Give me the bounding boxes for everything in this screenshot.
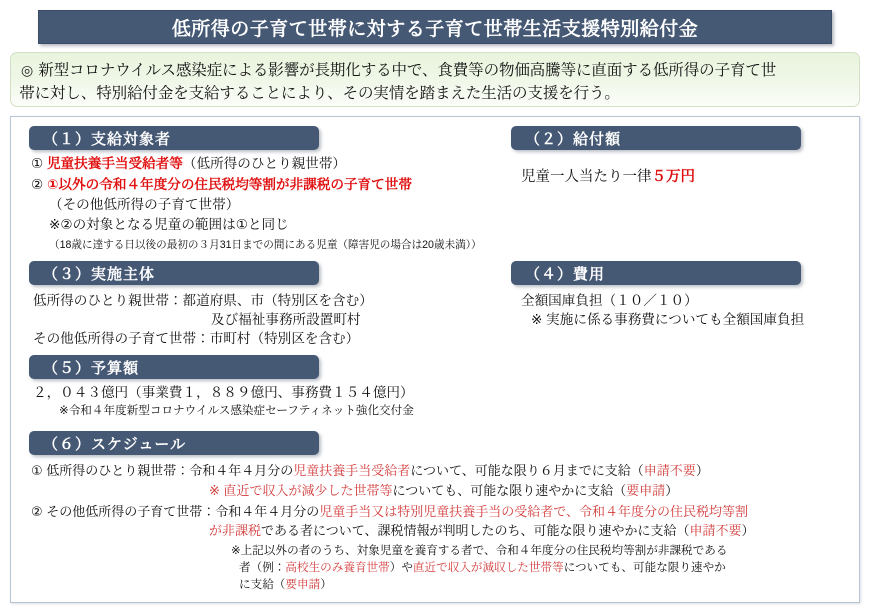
item-1-number: ① [31, 156, 44, 171]
section-5-body [33, 383, 553, 419]
schedule-1-text-c: ） [695, 463, 709, 478]
section-header-1 [29, 126, 319, 150]
schedule-item-2-number: ② [31, 504, 43, 519]
section-5-title: （５）予算額 [43, 359, 140, 377]
benefit-amount-value: ５万円 [651, 169, 695, 185]
item-1-rest: （低所得のひとり親世帯） [182, 156, 347, 171]
section-1-footnote: （18歳に達する日以後の最初の３月31日までの間にある児童（障害児の場合は20歳未満）） [49, 239, 482, 251]
section-2-line [521, 167, 841, 187]
schedule-1-text-a: 低所得のひとり親世帯：令和４年４月分の [46, 463, 294, 478]
section-2-body [521, 167, 841, 187]
note-2-pre: 者（例： [239, 561, 286, 574]
section-header-4 [511, 261, 801, 285]
note-2-post: についても、可能な限り速やか [563, 561, 726, 574]
note-2-highlight-2: 直近で収入が減収した世帯等 [412, 561, 564, 574]
schedule-item-1-number: ① [31, 463, 43, 478]
schedule-item-2-note-3 [31, 577, 851, 593]
document-title-bar [38, 10, 832, 44]
schedule-2-highlight-b: が非課税 [209, 523, 262, 538]
schedule-1-note-highlight-2: 要申請 [626, 483, 666, 498]
section-4-line-2: ※ 実施に係る事務費についても全額国庫負担 [531, 312, 805, 327]
summary-text [19, 59, 777, 105]
section-3-title: （３）実施主体 [43, 265, 156, 283]
section-1-item-2 [31, 175, 501, 194]
section-3-line-2: 及び福祉事務所設置町村 [211, 312, 361, 327]
schedule-2-text-b: である者について、課税情報が判明したのち、可能な限り速やかに支給（ [261, 523, 690, 538]
summary-line-2: 帯に対し、特別給付金を支給することにより、その実情を踏まえた生活の支援を行う。 [19, 85, 620, 102]
section-6-body [31, 462, 851, 593]
schedule-1-note-highlight: 直近で収入が減少した世帯等 [223, 483, 393, 498]
section-3-line-1: 低所得のひとり親世帯：都道府県、市（特別区を含む） [33, 293, 373, 308]
section-4-line-1: 全額国庫負担（１０／１０） [521, 293, 698, 308]
item-2-number: ② [31, 177, 44, 192]
section-2-title: （２）給付額 [525, 130, 622, 148]
note-3-pre: に支給（ [239, 578, 286, 591]
section-header-3 [29, 261, 319, 285]
section-4-title: （４）費用 [525, 265, 606, 283]
section-6-title: （６）スケジュール [43, 435, 187, 453]
section-header-5 [29, 355, 319, 379]
section-4-body [521, 291, 851, 329]
schedule-item-1-line-1 [31, 462, 851, 480]
page-title: 低所得の子育て世帯に対する子育て世帯生活支援特別給付金 [171, 18, 699, 40]
schedule-1-highlight-a: 児童扶養手当受給者 [293, 463, 411, 478]
section-header-2 [511, 126, 801, 150]
section-1-item-1 [31, 154, 501, 173]
section-5-line-1: ２，０４３億円（事業費１，８８９億円、事務費１５４億円） [33, 385, 414, 400]
schedule-1-note-text: についても、可能な限り速やかに支給（ [392, 483, 627, 498]
item-1-highlight: 児童扶養手当受給者等 [46, 156, 183, 171]
section-1-item-2-sub: （その他低所得の子育て世帯） [49, 197, 240, 212]
schedule-1-note-text-2: ） [665, 483, 679, 498]
schedule-item-2-line-2 [31, 522, 851, 540]
section-3-body [33, 291, 513, 348]
schedule-2-text-c: ） [741, 523, 755, 538]
schedule-item-2-note-2 [31, 560, 851, 576]
schedule-2-highlight-c: 申請不要 [689, 523, 742, 538]
benefit-amount-label: 児童一人当たり一律 [521, 169, 652, 185]
section-1-body [31, 154, 501, 253]
section-1-title: （１）支給対象者 [43, 130, 172, 148]
schedule-item-1-line-2 [31, 482, 851, 500]
item-2-highlight: ①以外の令和４年度分の住民税均等割が非課税の子育て世帯 [46, 177, 412, 192]
note-3-post: ） [320, 578, 332, 591]
schedule-2-highlight-a: 児童手当又は特別児童扶養手当の受給者で、令和４年度分の住民税均等割 [319, 504, 749, 519]
schedule-item-2-note-1: ※上記以外の者のうち、対象児童を養育する者で、令和４年度分の住民税均等割が非課税である [231, 544, 728, 557]
schedule-1-text-b: について、可能な限り６月までに支給（ [410, 463, 644, 478]
bullet-icon: ◎ [21, 62, 34, 78]
summary-line-1: 新型コロナウイルス感染症による影響が長期化する中で、食費等の物価高騰等に直面する低所得の子育て世 [38, 62, 777, 79]
note-3-highlight: 要申請 [285, 578, 321, 591]
schedule-2-text-a: その他低所得の子育て世帯：令和４年４月分の [46, 504, 320, 519]
schedule-item-2-line-1 [31, 503, 851, 521]
schedule-1-highlight-b: 申請不要 [643, 463, 696, 478]
section-1-item-2-note: ※②の対象となる児童の範囲は①と同じ [49, 217, 289, 232]
summary-box [10, 52, 860, 107]
section-5-line-2: ※令和４年度新型コロナウイルス感染症セーフティネット強化交付金 [59, 404, 414, 417]
section-header-6 [29, 431, 319, 455]
note-2-mid: ）や [389, 561, 413, 574]
content-frame [10, 116, 860, 603]
section-3-line-3: その他低所得の子育て世帯：市町村（特別区を含む） [33, 331, 360, 346]
note-2-highlight-1: 高校生のみ養育世帯 [285, 561, 390, 574]
schedule-1-note-mark: ※ [209, 483, 224, 498]
